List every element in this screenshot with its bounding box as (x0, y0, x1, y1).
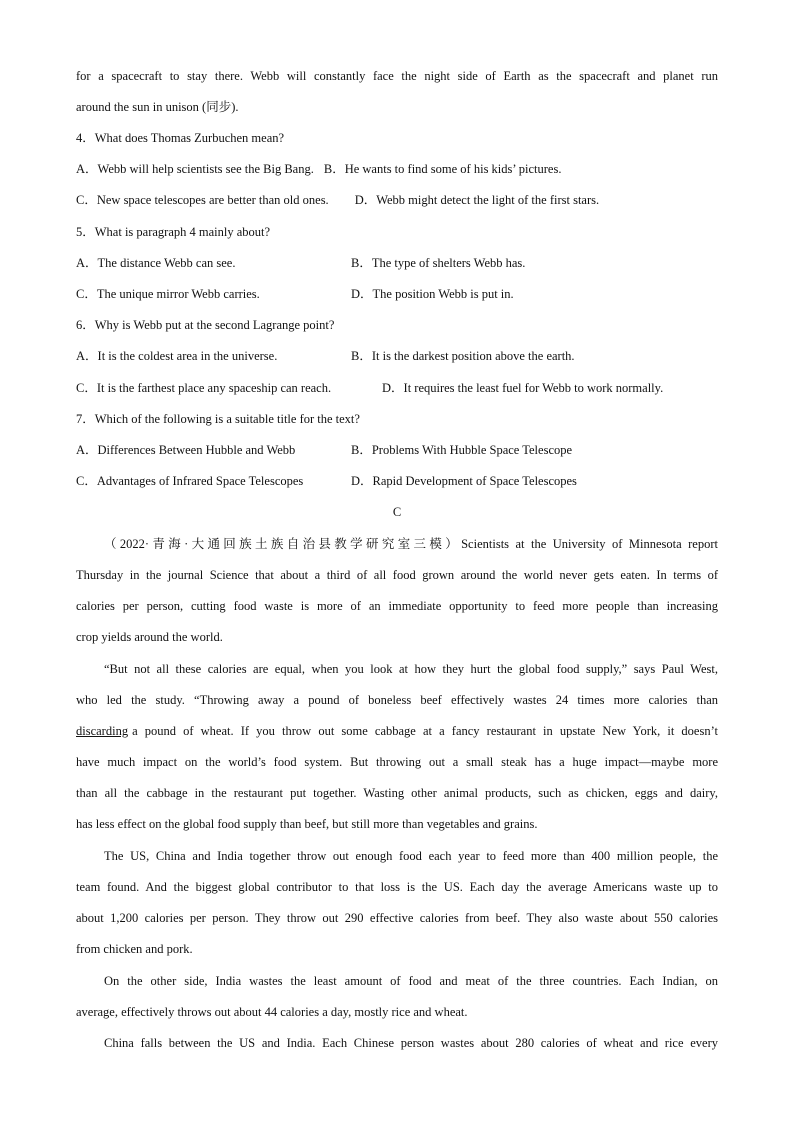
option-d[interactable]: D．The position Webb is put in. (351, 287, 514, 301)
passage-c-line: Thursday in the journal Science that about a third of all food grown around the world never gets eaten. In terms of (76, 568, 718, 582)
passage-c-line: On the other side, India wastes the least amount of food and meat of the three countries. Each Indian, on (104, 974, 718, 988)
question-6-stem: 6．Why is Webb put at the second Lagrange point? (76, 318, 335, 332)
option-b[interactable]: B．He wants to find some of his kids’ pictures. (323, 162, 562, 176)
option-b[interactable]: B．Problems With Hubble Space Telescope (351, 443, 573, 457)
option-d[interactable]: D．Webb might detect the light of the first stars. (354, 193, 600, 207)
question-4-options-row2 (76, 192, 718, 208)
question-4-options-row1 (76, 161, 718, 177)
question-7-stem: 7．Which of the following is a suitable title for the text? (76, 412, 360, 426)
passage-c-line: who led the study. “Throwing away a pound of boneless beef effectively wastes 24 times more calories than (76, 693, 718, 707)
option-a[interactable]: A．Webb will help scientists see the Big Bang. (76, 162, 314, 176)
option-d[interactable]: D．Rapid Development of Space Telescopes (351, 474, 577, 488)
section-heading-c: C (392, 505, 402, 519)
option-a[interactable]: A．It is the coldest area in the universe. (76, 349, 278, 363)
underlined-word: discarding (76, 724, 129, 738)
option-a[interactable]: A．The distance Webb can see. (76, 256, 236, 270)
passage-c-line: “But not all these calories are equal, when you look at how they hurt the global food supply,” says Paul West, (104, 662, 718, 676)
passage-c-line: has less effect on the global food supply than beef, but still more than vegetables and grains. (76, 817, 538, 831)
option-c[interactable]: C．New space telescopes are better than old ones. (76, 193, 329, 207)
passage-c-line: crop yields around the world. (76, 630, 223, 644)
passage-c-line: about 1,200 calories per person. They throw out 290 effective calories from beef. They also waste about 550 calories (76, 911, 718, 925)
question-5-options-row2 (76, 286, 718, 302)
passage-c-line: calories per person, cutting food waste is more of an immediate opportunity to feed more people than increasing (76, 599, 718, 613)
passage-c-line: China falls between the US and India. Each Chinese person wastes about 280 calories of wheat and rice every (104, 1036, 718, 1050)
passage-b-line: for a spacecraft to stay there. Webb will constantly face the night side of Earth as the spacecraft and planet run (76, 69, 718, 83)
question-5-stem: 5．What is paragraph 4 mainly about? (76, 225, 271, 239)
passage-c-line: have much impact on the world’s food system. But throwing out a small steak has a huge impact—maybe more (76, 755, 718, 769)
option-d[interactable]: D．It requires the least fuel for Webb to work normally. (382, 381, 664, 395)
option-a[interactable]: A．Differences Between Hubble and Webb (76, 443, 296, 457)
question-5-options-row1 (76, 255, 718, 271)
passage-c-line: from chicken and pork. (76, 942, 193, 956)
question-6-options-row2 (76, 380, 718, 396)
passage-b-line: around the sun in unison (同步). (76, 100, 239, 114)
option-b[interactable]: B．The type of shelters Webb has. (351, 256, 526, 270)
option-c[interactable]: C．It is the farthest place any spaceship can reach. (76, 381, 332, 395)
passage-c-line: than all the cabbage in the restaurant put together. Wasting other animal products, such as chicken, eggs and dairy, (76, 786, 718, 800)
option-c[interactable]: C．The unique mirror Webb carries. (76, 287, 260, 301)
question-7-options-row2 (76, 473, 718, 489)
passage-c-line-rest: a pound of wheat. If you throw out some cabbage at a fancy restaurant in upstate New York, it doesn’t (132, 724, 718, 738)
option-b[interactable]: B．It is the darkest position above the earth. (351, 349, 575, 363)
passage-c-line (76, 723, 718, 739)
passage-c-line: The US, China and India together throw out enough food each year to feed more than 400 million people, the (104, 849, 718, 863)
question-6-options-row1 (76, 348, 718, 364)
passage-c-line: average, effectively throws out about 44 calories a day, mostly rice and wheat. (76, 1005, 468, 1019)
question-4-stem: 4．What does Thomas Zurbuchen mean? (76, 131, 285, 145)
question-7-options-row1 (76, 442, 718, 458)
passage-c-line: team found. And the biggest global contributor to that loss is the US. Each day the average Americans waste up to (76, 880, 718, 894)
option-c[interactable]: C．Advantages of Infrared Space Telescopes (76, 474, 304, 488)
passage-c-line: （2022·青海·大通回族土族自治县教学研究室三模）Scientists at the University of Minnesota report (104, 537, 718, 551)
